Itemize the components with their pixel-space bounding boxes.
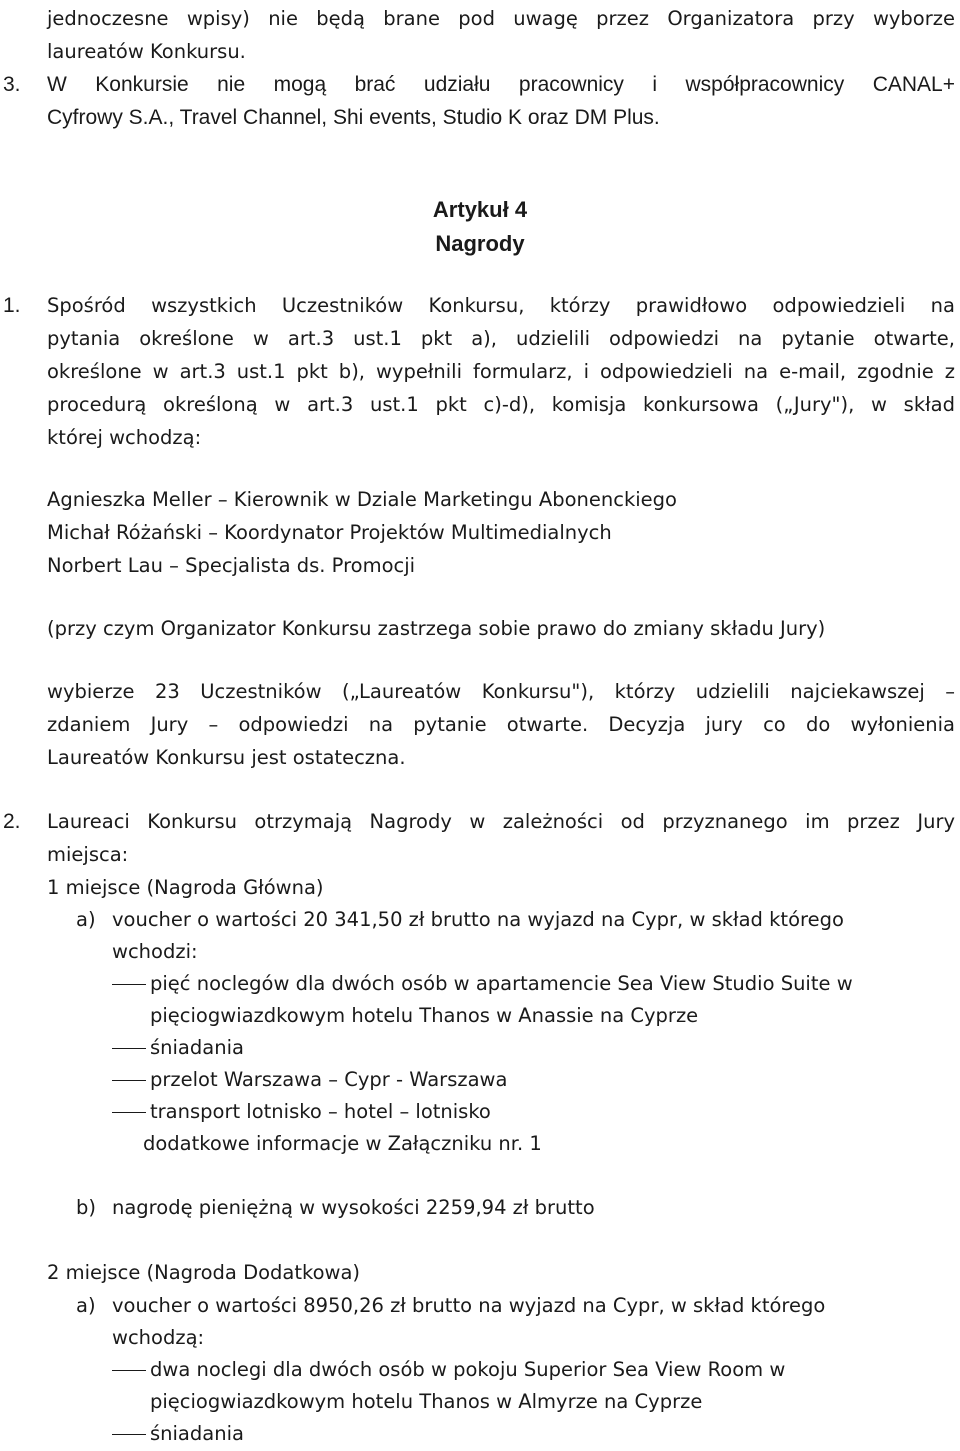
art3-p2-line2: laureatów Konkursu. — [47, 40, 246, 63]
dash-bullet — [112, 1370, 146, 1371]
place2-item: pięciogwiazdkowym hotelu Thanos w Almyrze na Cyprze — [150, 1390, 703, 1413]
art3-p2-line1: jednoczesne wpisy) nie będą brane pod uwagę przez Organizatora przy wyborze — [47, 7, 955, 30]
art4-p1-line: której wchodzą: — [47, 426, 202, 449]
place1-item: pięć noclegów dla dwóch osób w apartamencie Sea View Studio Suite w — [150, 972, 853, 995]
place1-a-label: a) — [76, 908, 96, 931]
place2-a-line1: voucher o wartości 8950,26 zł brutto na wyjazd na Cypr, w skład którego — [112, 1294, 826, 1317]
art4-p1-line: określone w art.3 ust.1 pkt b), wypełnili formularz, i odpowiedzieli na e-mail, zgodnie z — [47, 360, 955, 383]
article-title: Artykuł 4 — [432, 197, 528, 222]
place2-item: śniadania — [150, 1422, 244, 1445]
dash-bullet — [112, 1112, 146, 1113]
jury-member: Norbert Lau – Specjalista ds. Promocji — [47, 554, 416, 577]
place2-a-label: a) — [76, 1294, 96, 1317]
art4-p1-line: pytania określone w art.3 ust.1 pkt a), udzielili odpowiedzi na pytanie otwarte, — [47, 327, 955, 350]
place1-item: przelot Warszawa – Cypr - Warszawa — [150, 1068, 508, 1091]
place1-item: pięciogwiazdkowym hotelu Thanos w Anassie na Cyprze — [150, 1004, 699, 1027]
place1-heading: 1 miejsce (Nagroda Główna) — [47, 876, 324, 899]
dash-bullet — [112, 984, 146, 985]
select-line: zdaniem Jury – odpowiedzi na pytanie otwarte. Decyzja jury co do wyłonienia — [47, 713, 955, 736]
art4-p1-line: Spośród wszystkich Uczestników Konkursu, którzy prawidłowo odpowiedzieli na — [47, 294, 955, 317]
place1-a-line1: voucher o wartości 20 341,50 zł brutto na wyjazd na Cypr, w skład którego — [112, 908, 844, 931]
article-subtitle: Nagrody — [435, 231, 525, 256]
select-line: Laureatów Konkursu jest ostateczna. — [47, 746, 406, 769]
art4-p2-line: miejsca: — [47, 843, 129, 866]
jury-note: (przy czym Organizator Konkursu zastrzega sobie prawo do zmiany składu Jury) — [47, 617, 826, 640]
place1-item: transport lotnisko – hotel – lotnisko — [150, 1100, 491, 1123]
art3-p3-line2: Cyfrowy S.A., Travel Channel, Shi events, Studio K oraz DM Plus. — [47, 106, 660, 129]
art4-p2-number: 2. — [3, 810, 21, 833]
select-line: wybierze 23 Uczestników („Laureatów Konkursu"), którzy udzielili najciekawszej – — [47, 680, 955, 703]
art4-p2-line: Laureaci Konkursu otrzymają Nagrody w zależności od przyznanego im przez Jury — [47, 810, 955, 833]
art3-p3-line1: W Konkursie nie mogą brać udziału pracownicy i współpracownicy CANAL+ — [47, 73, 955, 96]
place1-extra-info: dodatkowe informacje w Załączniku nr. 1 — [143, 1132, 542, 1155]
jury-member: Agnieszka Meller – Kierownik w Dziale Marketingu Abonenckiego — [47, 488, 677, 511]
place1-item: śniadania — [150, 1036, 244, 1059]
place2-heading: 2 miejsce (Nagroda Dodatkowa) — [47, 1261, 361, 1284]
place1-b-label: b) — [76, 1196, 96, 1219]
art4-p1-number: 1. — [3, 294, 21, 317]
place2-a-line2: wchodzą: — [112, 1326, 205, 1349]
dash-bullet — [112, 1048, 146, 1049]
art4-p1-line: procedurą określoną w art.3 ust.1 pkt c)-d), komisja konkursowa („Jury"), w skład — [47, 393, 955, 416]
place1-b-text: nagrodę pieniężną w wysokości 2259,94 zł brutto — [112, 1196, 595, 1219]
place1-a-line2: wchodzi: — [112, 940, 198, 963]
dash-bullet — [112, 1434, 146, 1435]
dash-bullet — [112, 1080, 146, 1081]
jury-member: Michał Różański – Koordynator Projektów Multimedialnych — [47, 521, 612, 544]
art3-p3-number: 3. — [3, 73, 21, 96]
place2-item: dwa noclegi dla dwóch osób w pokoju Superior Sea View Room w — [150, 1358, 786, 1381]
